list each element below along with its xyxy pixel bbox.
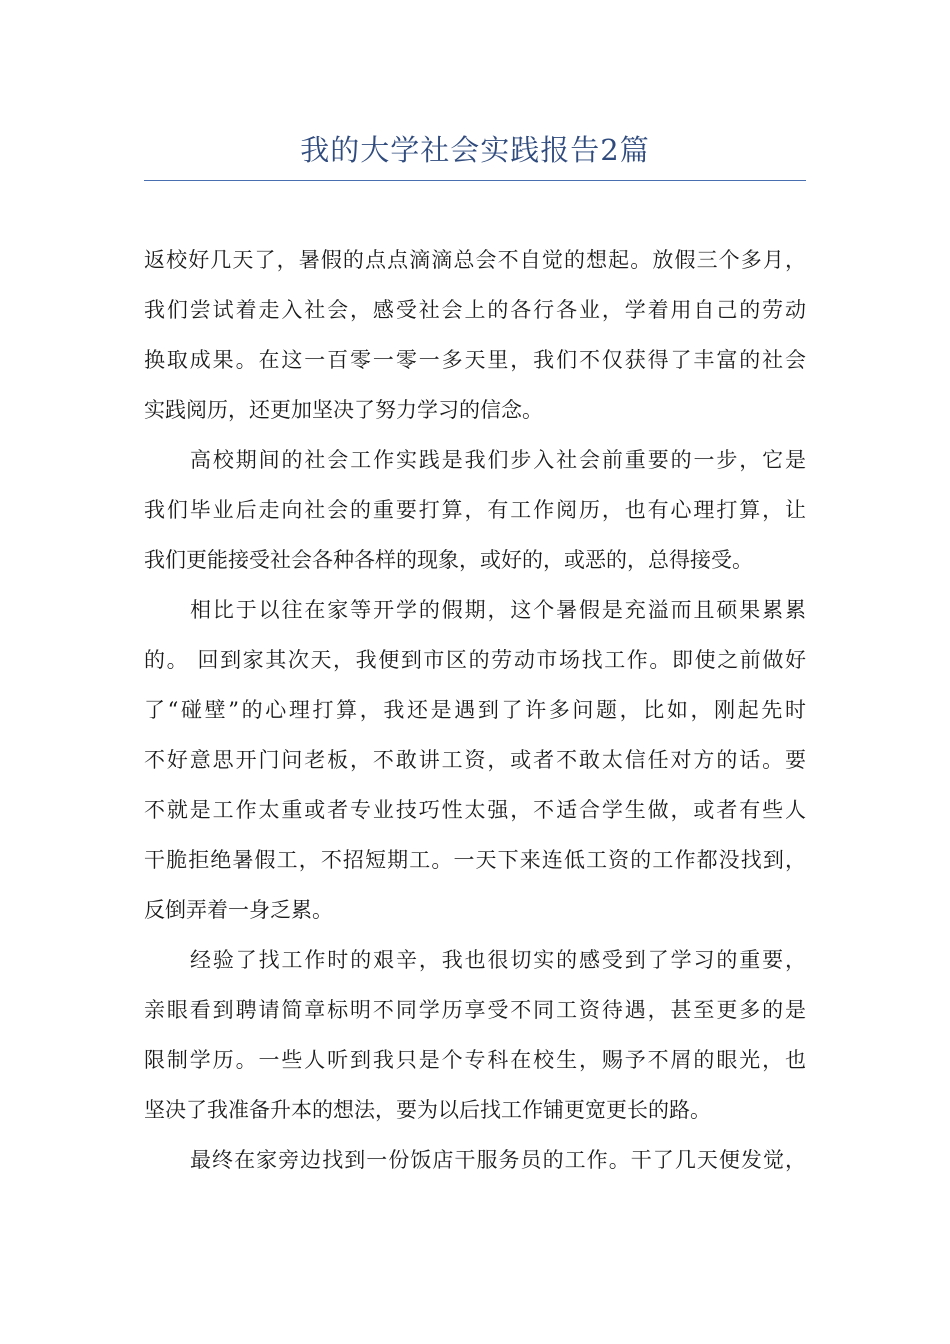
title-underline <box>144 180 806 181</box>
text-line: 的。 回到家其次天，我便到市区的劳动市场找工作。即使之前做好 <box>144 648 806 672</box>
text-line: 不就是工作太重或者专业技巧性太强，不适合学生做，或者有些人 <box>144 798 806 822</box>
text-line: 实践阅历，还更加坚决了努力学习的信念。 <box>144 398 543 422</box>
text-line: 我们更能接受社会各种各样的现象，或好的，或恶的，总得接受。 <box>144 548 753 572</box>
text-line: 坚决了我准备升本的想法，要为以后找工作铺更宽更长的路。 <box>144 1098 711 1122</box>
text-line: 亲眼看到聘请简章标明不同学历享受不同工资待遇，甚至更多的是 <box>144 998 806 1022</box>
text-line: 相比于以往在家等开学的假期，这个暑假是充溢而且硕果累累 <box>190 598 806 622</box>
text-line: 最终在家旁边找到一份饭店干服务员的工作。干了几天便发觉， <box>190 1148 806 1172</box>
text-line: 了“碰壁”的心理打算，我还是遇到了许多问题，比如，刚起先时 <box>144 698 806 722</box>
text-line: 我们尝试着走入社会，感受社会上的各行各业，学着用自己的劳动 <box>144 298 806 322</box>
text-line: 换取成果。在这一百零一零一多天里，我们不仅获得了丰富的社会 <box>144 348 806 372</box>
text-line: 高校期间的社会工作实践是我们步入社会前重要的一步，它是 <box>190 448 806 472</box>
text-line: 经验了找工作时的艰辛，我也很切实的感受到了学习的重要， <box>190 948 806 972</box>
document-title: 我的大学社会实践报告2篇 <box>300 133 650 167</box>
text-line: 返校好几天了，暑假的点点滴滴总会不自觉的想起。放假三个多月， <box>144 248 806 272</box>
text-line: 干脆拒绝暑假工，不招短期工。一天下来连低工资的工作都没找到， <box>144 848 806 872</box>
text-line: 不好意思开门问老板，不敢讲工资，或者不敢太信任对方的话。要 <box>144 748 806 772</box>
text-line: 反倒弄着一身乏累。 <box>144 898 333 922</box>
text-line: 我们毕业后走向社会的重要打算，有工作阅历，也有心理打算，让 <box>144 498 806 522</box>
text-line: 限制学历。一些人听到我只是个专科在校生，赐予不屑的眼光，也 <box>144 1048 806 1072</box>
document-body <box>144 235 806 1185</box>
